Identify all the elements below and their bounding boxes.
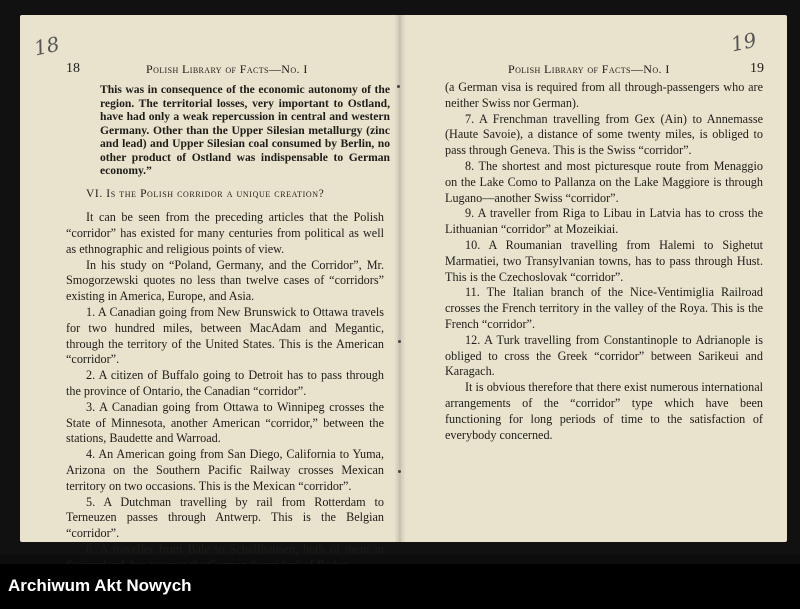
- archive-name: Archiwum Akt Nowych: [8, 576, 192, 595]
- paragraph: It can be seen from the preceding articles that the Polish “corridor” has existed for many centuries from political as well as ethnographic and religious points of view.: [66, 210, 384, 256]
- paragraph: 10. A Roumanian travelling from Halemi to Sighetut Marmatiei, two Transylvanian towns, has to pass through Hust. This is the Czechoslovak “corridor”.: [445, 237, 763, 284]
- section-heading: VI. Is the Polish corridor a unique creation?: [86, 187, 325, 200]
- paragraph: 11. The Italian branch of the Nice-Ventimiglia Railroad crosses the French territory in the valley of the Roya. This is the French “corridor”.: [445, 285, 763, 331]
- paragraph: It is obvious therefore that there exist numerous international arrangements of the “corridor” type which have been functioning for long periods of time to the satisfaction of everybody concerned.: [445, 380, 763, 442]
- block-quote: This was in consequence of the economic autonomy of the region. The territorial losses, very important to Ostland, have had only a weak repercussion in central and western Germany. Other than the Upper Silesian metallurgy (zinc and lead) and Upper Silesian coal consumed by Berlin, no other product of Ostland was indispensable to German economy.”: [100, 83, 390, 177]
- left-page-number: 18: [66, 61, 80, 76]
- book-gutter: [394, 15, 406, 542]
- right-page-number: 19: [750, 61, 764, 76]
- staple-hole: [398, 340, 401, 343]
- paragraph: In his study on “Poland, Germany, and the Corridor”, Mr. Smogorzewski quotes no less than twelve cases of “corridors” existing in America, Europe, and Asia.: [66, 257, 384, 304]
- paragraph: 12. A Turk travelling from Constantinople to Adrianople is obliged to cross the Greek “corridor” between Sarikeui and Karagach.: [445, 332, 763, 379]
- paragraph: 5. A Dutchman travelling by rail from Rotterdam to Terneuzen passes through Antwerp. This is the Belgian “corridor”.: [66, 494, 384, 541]
- right-running-title: Polish Library of Facts—No. I: [508, 62, 670, 76]
- staple-hole: [398, 470, 401, 473]
- paragraph: 3. A Canadian going from Ottawa to Winnipeg crosses the State of Minnesota, another American “corridor,” between the stations, Baudette and Warroad.: [66, 399, 384, 446]
- staple-hole: [397, 85, 400, 88]
- right-page-body: [445, 80, 763, 443]
- left-handwritten-page-number: 18: [31, 31, 62, 61]
- paragraph: 2. A citizen of Buffalo going to Detroit has to pass through the province of Ontario, the Canadian “corridor”.: [66, 368, 384, 399]
- paragraph: 6. A traveller from Bale to Schaffhausen, both of them in: [86, 542, 384, 557]
- right-handwritten-page-number: 19: [728, 27, 759, 57]
- paragraph: 1. A Canadian going from New Brunswick to Ottawa travels for two hundred miles, between MacAdam and Megantic, through the territory of the United States. This is the American “corridor”.: [66, 305, 384, 367]
- left-running-title: Polish Library of Facts—No. I: [146, 62, 308, 76]
- paragraph: (a German visa is required from all through-passengers who are neither Swiss nor German).: [445, 80, 763, 110]
- paragraph: 9. A traveller from Riga to Libau in Latvia has to cross the Lithuanian “corridor” at Mozeikiai.: [445, 206, 763, 237]
- left-page-body: [66, 83, 390, 574]
- paragraph: 4. An American going from San Diego, California to Yuma, Arizona on the Southern Pacific Railway crosses Mexican territory on two occasions. This is the Mexican “corridor”.: [66, 447, 384, 493]
- paragraph: 8. The shortest and most picturesque route from Menaggio on the Lake Como to Pallanza on the Lake Maggiore is through Lugano—another Swiss “corridor”.: [445, 158, 763, 205]
- paragraph: 7. A Frenchman travelling from Gex (Ain) to Annemasse (Haute Savoie), a distance of some twenty miles, is obliged to pass through Geneva. This is the Swiss “corridor”.: [445, 111, 763, 158]
- archive-footer: [0, 564, 800, 609]
